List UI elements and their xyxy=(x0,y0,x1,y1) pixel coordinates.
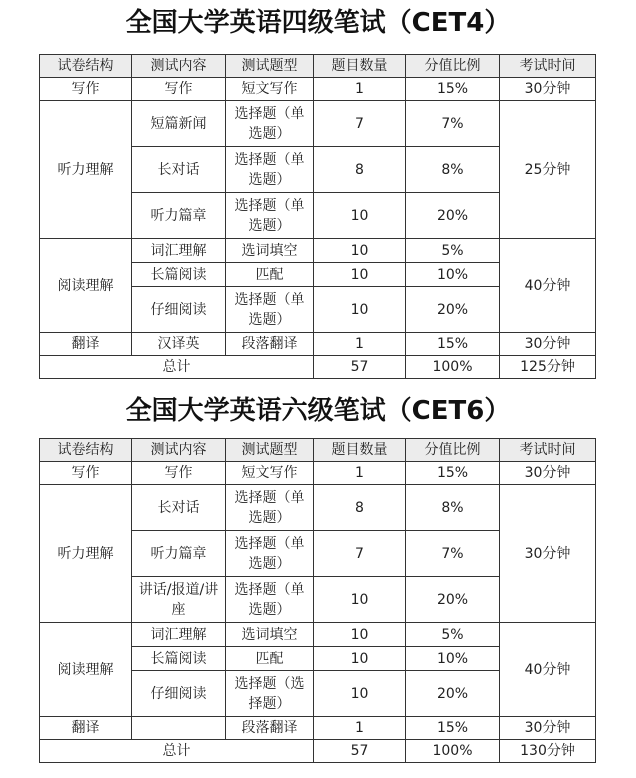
table-row xyxy=(40,623,596,647)
structure-cell: 写作 xyxy=(40,462,132,485)
count-cell: 1 xyxy=(314,717,406,740)
count-cell: 10 xyxy=(314,623,406,647)
total-time: 125分钟 xyxy=(500,356,596,379)
ratio-cell: 7% xyxy=(406,531,500,577)
time-cell: 25分钟 xyxy=(500,101,596,239)
total-ratio: 100% xyxy=(406,356,500,379)
header-ratio: 分值比例 xyxy=(406,439,500,462)
cet6-table xyxy=(39,438,596,763)
count-cell: 10 xyxy=(314,239,406,263)
content-cell: 短篇新闻 xyxy=(132,101,226,147)
count-cell: 10 xyxy=(314,647,406,671)
cet4-table xyxy=(39,54,596,379)
count-cell: 7 xyxy=(314,101,406,147)
header-structure: 试卷结构 xyxy=(40,55,132,78)
time-cell: 40分钟 xyxy=(500,239,596,333)
header-count: 题目数量 xyxy=(314,439,406,462)
content-cell xyxy=(132,717,226,740)
total-row xyxy=(40,356,596,379)
type-cell: 段落翻译 xyxy=(226,333,314,356)
content-cell: 听力篇章 xyxy=(132,193,226,239)
ratio-cell: 15% xyxy=(406,78,500,101)
header-row xyxy=(40,55,596,78)
type-cell: 选择题（单选题） xyxy=(226,577,314,623)
ratio-cell: 15% xyxy=(406,333,500,356)
table-row xyxy=(40,717,596,740)
type-cell: 短文写作 xyxy=(226,78,314,101)
type-cell: 选择题（单选题） xyxy=(226,193,314,239)
type-cell: 选择题（单选题） xyxy=(226,485,314,531)
content-cell: 长对话 xyxy=(132,485,226,531)
content-cell: 讲话/报道/讲座 xyxy=(132,577,226,623)
type-cell: 选词填空 xyxy=(226,239,314,263)
table-row xyxy=(40,462,596,485)
header-type: 测试题型 xyxy=(226,55,314,78)
ratio-cell: 5% xyxy=(406,239,500,263)
content-cell: 听力篇章 xyxy=(132,531,226,577)
count-cell: 1 xyxy=(314,462,406,485)
time-cell: 30分钟 xyxy=(500,78,596,101)
total-label: 总计 xyxy=(40,740,314,763)
header-content: 测试内容 xyxy=(132,55,226,78)
header-content: 测试内容 xyxy=(132,439,226,462)
total-time: 130分钟 xyxy=(500,740,596,763)
table-row xyxy=(40,101,596,147)
content-cell: 长对话 xyxy=(132,147,226,193)
time-cell: 30分钟 xyxy=(500,462,596,485)
ratio-cell: 8% xyxy=(406,147,500,193)
content-cell: 仔细阅读 xyxy=(132,671,226,717)
ratio-cell: 20% xyxy=(406,287,500,333)
ratio-cell: 15% xyxy=(406,717,500,740)
structure-cell: 阅读理解 xyxy=(40,239,132,333)
header-time: 考试时间 xyxy=(500,55,596,78)
ratio-cell: 10% xyxy=(406,647,500,671)
count-cell: 10 xyxy=(314,193,406,239)
structure-cell: 阅读理解 xyxy=(40,623,132,717)
ratio-cell: 8% xyxy=(406,485,500,531)
ratio-cell: 10% xyxy=(406,263,500,287)
ratio-cell: 20% xyxy=(406,193,500,239)
type-cell: 短文写作 xyxy=(226,462,314,485)
content-cell: 写作 xyxy=(132,462,226,485)
structure-cell: 听力理解 xyxy=(40,485,132,623)
type-cell: 选词填空 xyxy=(226,623,314,647)
content-cell: 长篇阅读 xyxy=(132,647,226,671)
table-row xyxy=(40,239,596,263)
total-count: 57 xyxy=(314,356,406,379)
type-cell: 匹配 xyxy=(226,647,314,671)
type-cell: 选择题（选择题） xyxy=(226,671,314,717)
count-cell: 8 xyxy=(314,485,406,531)
content-cell: 写作 xyxy=(132,78,226,101)
type-cell: 选择题（单选题） xyxy=(226,147,314,193)
structure-cell: 听力理解 xyxy=(40,101,132,239)
ratio-cell: 7% xyxy=(406,101,500,147)
type-cell: 选择题（单选题） xyxy=(226,531,314,577)
total-label: 总计 xyxy=(40,356,314,379)
structure-cell: 翻译 xyxy=(40,333,132,356)
total-count: 57 xyxy=(314,740,406,763)
count-cell: 7 xyxy=(314,531,406,577)
type-cell: 匹配 xyxy=(226,263,314,287)
table-row xyxy=(40,78,596,101)
table-row xyxy=(40,485,596,531)
header-count: 题目数量 xyxy=(314,55,406,78)
cet4-title: 全国大学英语四级笔试（CET4） xyxy=(125,8,511,38)
structure-cell: 翻译 xyxy=(40,717,132,740)
content-cell: 长篇阅读 xyxy=(132,263,226,287)
header-type: 测试题型 xyxy=(226,439,314,462)
type-cell: 选择题（单选题） xyxy=(226,287,314,333)
count-cell: 10 xyxy=(314,263,406,287)
header-ratio: 分值比例 xyxy=(406,55,500,78)
content-cell: 词汇理解 xyxy=(132,623,226,647)
count-cell: 10 xyxy=(314,671,406,717)
time-cell: 30分钟 xyxy=(500,333,596,356)
count-cell: 10 xyxy=(314,577,406,623)
content-cell: 汉译英 xyxy=(132,333,226,356)
content-cell: 仔细阅读 xyxy=(132,287,226,333)
count-cell: 10 xyxy=(314,287,406,333)
header-row xyxy=(40,439,596,462)
total-ratio: 100% xyxy=(406,740,500,763)
ratio-cell: 5% xyxy=(406,623,500,647)
total-row xyxy=(40,740,596,763)
ratio-cell: 20% xyxy=(406,577,500,623)
type-cell: 选择题（单选题） xyxy=(226,101,314,147)
type-cell: 段落翻译 xyxy=(226,717,314,740)
ratio-cell: 20% xyxy=(406,671,500,717)
ratio-cell: 15% xyxy=(406,462,500,485)
cet6-title: 全国大学英语六级笔试（CET6） xyxy=(125,396,511,426)
time-cell: 30分钟 xyxy=(500,485,596,623)
header-structure: 试卷结构 xyxy=(40,439,132,462)
time-cell: 30分钟 xyxy=(500,717,596,740)
structure-cell: 写作 xyxy=(40,78,132,101)
table-row xyxy=(40,333,596,356)
count-cell: 8 xyxy=(314,147,406,193)
count-cell: 1 xyxy=(314,333,406,356)
time-cell: 40分钟 xyxy=(500,623,596,717)
header-time: 考试时间 xyxy=(500,439,596,462)
count-cell: 1 xyxy=(314,78,406,101)
content-cell: 词汇理解 xyxy=(132,239,226,263)
